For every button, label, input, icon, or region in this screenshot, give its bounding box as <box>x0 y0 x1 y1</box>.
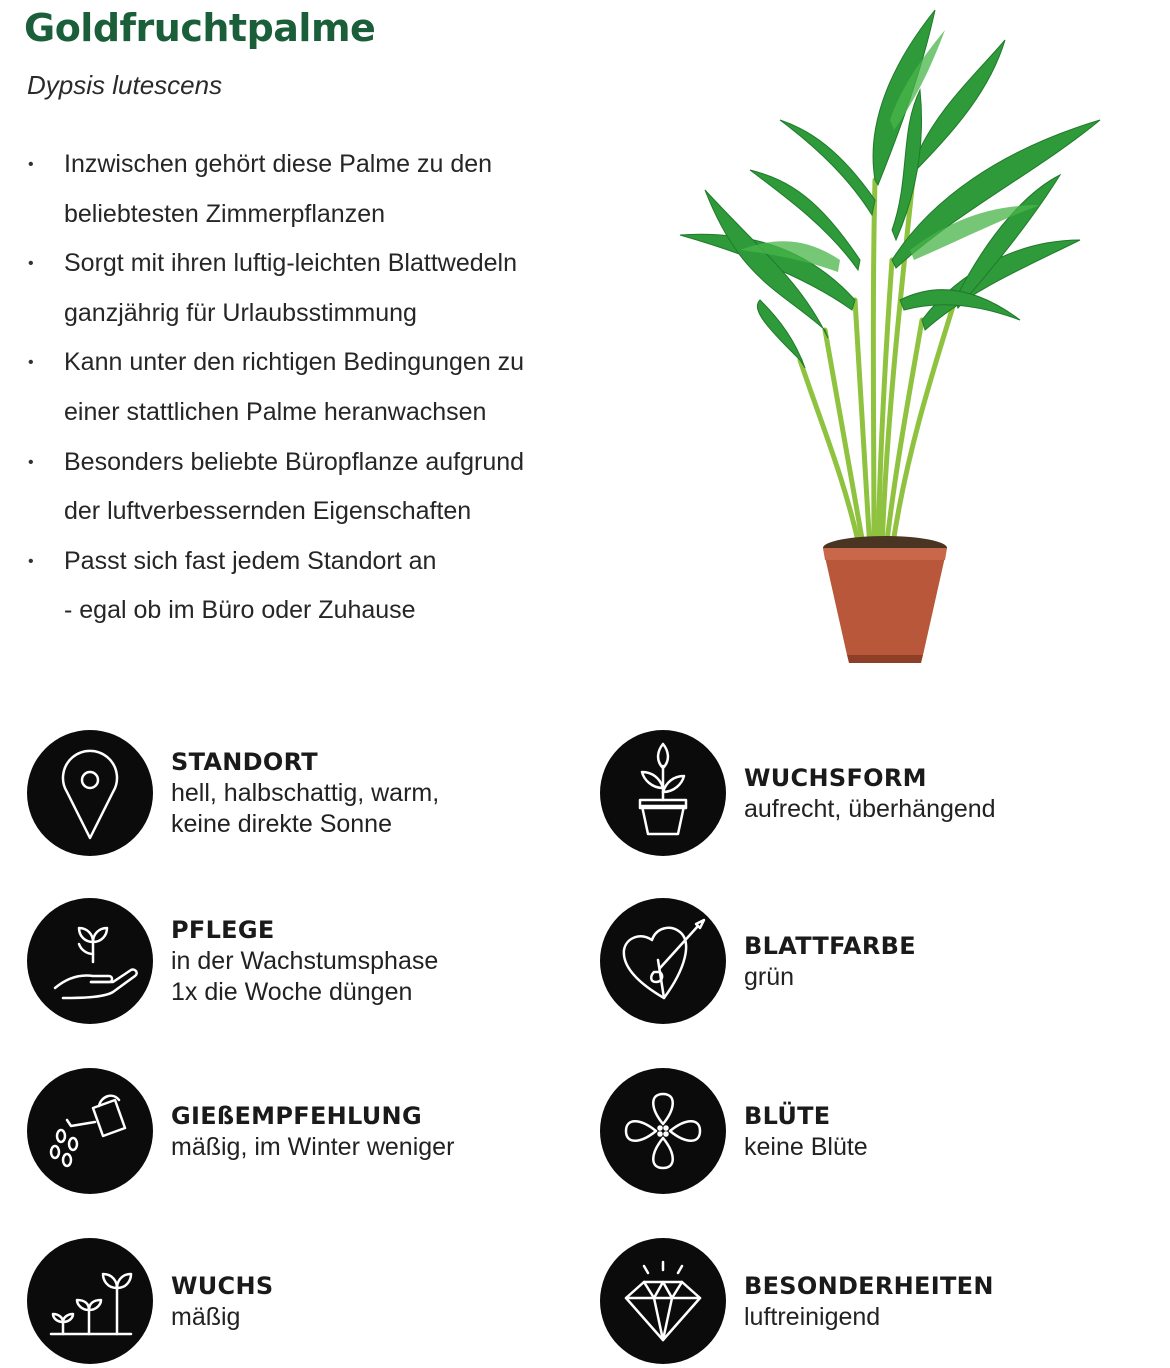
palm-plant-image <box>660 0 1120 680</box>
feature-text: der luftverbessernden Eigenschaften <box>64 497 472 526</box>
feature-text: ganzjährig für Urlaubsstimmung <box>64 298 417 327</box>
info-pflege <box>27 898 547 1028</box>
feature-text: Besonders beliebte Büropflanze aufgrund <box>64 447 525 476</box>
info-value: aufrecht, überhängend <box>744 794 996 823</box>
location-pin-icon <box>27 730 153 856</box>
info-value: grün <box>744 962 795 991</box>
feature-item <box>24 239 614 338</box>
feature-item <box>24 338 614 437</box>
info-besonderheiten <box>600 1238 1120 1368</box>
feature-text: beliebtesten Zimmerpflanzen <box>64 199 385 228</box>
flower-icon <box>600 1068 726 1194</box>
seedlings-growth-icon <box>27 1238 153 1364</box>
bullet-dot: • <box>28 255 34 273</box>
feature-text: Passt sich fast jedem Standort an <box>64 546 437 575</box>
botanical-name: Dypsis lutescens <box>27 70 223 100</box>
info-wuchs <box>27 1238 547 1368</box>
info-wuchsform <box>600 730 1120 860</box>
info-label: BLÜTE <box>744 1101 831 1130</box>
feature-text: Kann unter den richtigen Bedingungen zu <box>64 348 525 377</box>
info-label: WUCHS <box>171 1271 274 1300</box>
hand-seedling-icon <box>27 898 153 1024</box>
feature-item <box>24 438 614 537</box>
watering-can-icon <box>27 1068 153 1194</box>
diamond-icon <box>600 1238 726 1364</box>
bullet-dot: • <box>28 453 34 471</box>
feature-list <box>24 140 614 636</box>
info-label: BESONDERHEITEN <box>744 1271 994 1300</box>
bullet-dot: • <box>28 354 34 372</box>
info-label: STANDORT <box>171 748 318 776</box>
feature-text: Inzwischen gehört diese Palme zu den <box>64 150 493 178</box>
info-blattfarbe <box>600 898 1120 1028</box>
info-value: in der Wachstumsphase <box>171 947 439 975</box>
potted-plant-icon <box>600 730 726 856</box>
feature-text: - egal ob im Büro oder Zuhause <box>64 596 416 625</box>
info-value: mäßig <box>171 1302 241 1331</box>
info-giessempfehlung <box>27 1068 547 1198</box>
feature-item <box>24 140 614 239</box>
info-value: mäßig, im Winter weniger <box>171 1132 455 1161</box>
leaf-brush-icon <box>600 898 726 1024</box>
info-label: WUCHSFORM <box>744 763 927 792</box>
info-label: PFLEGE <box>171 916 275 944</box>
feature-text: Sorgt mit ihren luftig-leichten Blattwedeln <box>64 249 518 278</box>
bullet-dot: • <box>28 552 34 570</box>
info-value: luftreinigend <box>744 1302 881 1331</box>
feature-text: einer stattlichen Palme heranwachsen <box>64 397 487 426</box>
info-bluete <box>600 1068 1120 1198</box>
info-label: GIEßEMPFEHLUNG <box>171 1101 422 1130</box>
info-value: 1x die Woche düngen <box>171 978 413 1006</box>
info-value: keine direkte Sonne <box>171 810 392 838</box>
info-value: keine Blüte <box>744 1132 868 1161</box>
feature-item <box>24 537 614 636</box>
info-value: hell, halbschattig, warm, <box>171 779 440 807</box>
page-title: Goldfruchtpalme <box>24 6 376 50</box>
info-label: BLATTFARBE <box>744 931 916 960</box>
bullet-dot: • <box>28 156 34 173</box>
info-standort <box>27 730 547 860</box>
